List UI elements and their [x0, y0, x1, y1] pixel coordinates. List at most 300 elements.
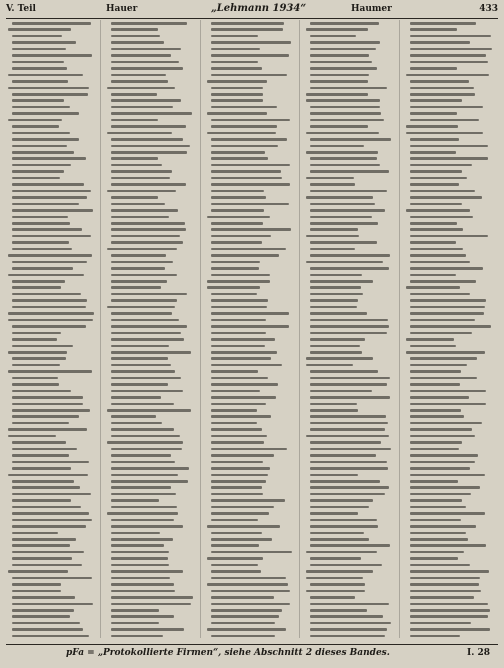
entry-line-placeholder: [410, 532, 466, 535]
entry-line-placeholder: [410, 216, 473, 219]
entry-line-placeholder: [410, 357, 477, 360]
entry-line-placeholder: [107, 87, 175, 90]
entry-line-placeholder: [12, 190, 91, 193]
entry-line-placeholder: [211, 590, 290, 593]
entry-line-placeholder: [410, 235, 488, 238]
entry-line-placeholder: [12, 609, 74, 612]
entry-line-placeholder: [410, 493, 471, 496]
entry-line-placeholder: [211, 454, 274, 457]
entry-line-placeholder: [310, 241, 377, 244]
entry-line-placeholder: [410, 570, 489, 573]
entry-line-placeholder: [12, 415, 79, 418]
entry-line-placeholder: [8, 28, 71, 31]
entry-line-placeholder: [111, 403, 174, 406]
sheet-signature: I. 28: [466, 648, 490, 658]
entry-line-placeholder: [406, 338, 454, 341]
entry-line-placeholder: [310, 293, 363, 296]
entry-line-placeholder: [211, 93, 263, 96]
entry-line-placeholder: [410, 551, 464, 554]
entry-line-placeholder: [111, 138, 183, 141]
entry-line-placeholder: [211, 87, 263, 90]
entry-line-placeholder: [107, 512, 178, 515]
entry-line-placeholder: [310, 87, 387, 90]
entry-line-placeholder: [12, 222, 70, 225]
entry-line-placeholder: [111, 267, 165, 270]
entry-line-placeholder: [12, 615, 70, 618]
entry-line-placeholder: [406, 209, 470, 212]
entry-line-placeholder: [211, 293, 257, 296]
entry-line-placeholder: [211, 383, 278, 386]
entry-line-placeholder: [410, 196, 482, 199]
entry-line-placeholder: [410, 22, 476, 25]
entry-line-placeholder: [310, 474, 358, 477]
entry-line-placeholder: [12, 177, 60, 180]
entry-line-placeholder: [111, 61, 179, 64]
entry-line-placeholder: [410, 222, 457, 225]
entry-line-placeholder: [410, 280, 476, 283]
entry-line-placeholder: [12, 196, 87, 199]
entry-line-placeholder: [111, 28, 158, 31]
entry-line-placeholder: [111, 106, 173, 109]
entry-line-placeholder: [111, 216, 169, 219]
entry-line-placeholder: [306, 196, 373, 199]
entry-line-placeholder: [410, 409, 461, 412]
entry-line-placeholder: [12, 590, 61, 593]
entry-line-placeholder: [111, 177, 170, 180]
entry-line-placeholder: [410, 390, 486, 393]
part-label: V. Teil: [6, 4, 36, 14]
entry-line-placeholder: [410, 306, 485, 309]
entry-line-placeholder: [410, 87, 474, 90]
entry-line-placeholder: [8, 428, 87, 431]
entry-line-placeholder: [211, 467, 270, 470]
entry-line-placeholder: [310, 54, 369, 57]
entry-line-placeholder: [310, 428, 385, 431]
entry-line-placeholder: [12, 299, 87, 302]
entry-line-placeholder: [211, 235, 271, 238]
entry-line-placeholder: [211, 441, 264, 444]
entry-line-placeholder: [111, 99, 181, 102]
entry-line-placeholder: [12, 544, 70, 547]
entry-line-placeholder: [310, 254, 390, 257]
entry-line-placeholder: [310, 338, 365, 341]
entry-line-placeholder: [8, 474, 88, 477]
entry-line-placeholder: [111, 274, 177, 277]
entry-line-placeholder: [111, 241, 183, 244]
entry-line-placeholder: [410, 61, 488, 64]
entry-line-placeholder: [410, 422, 482, 425]
entry-line-placeholder: [111, 222, 185, 225]
entry-line-placeholder: [306, 132, 379, 135]
entry-line-placeholder: [410, 254, 466, 257]
entry-line-placeholder: [111, 396, 161, 399]
footer-note: pFa = „Protokollierte Firmen“, siehe Abschnitt 2 dieses Bandes.: [66, 648, 390, 658]
entry-line-placeholder: [111, 544, 164, 547]
entry-line-placeholder: [12, 216, 68, 219]
entry-line-placeholder: [111, 80, 168, 83]
entry-line-placeholder: [111, 486, 171, 489]
entry-line-placeholder: [310, 615, 383, 618]
entry-line-placeholder: [111, 551, 169, 554]
entry-line-placeholder: [12, 345, 73, 348]
entry-line-placeholder: [111, 164, 162, 167]
entry-line-placeholder: [211, 228, 291, 231]
entry-line-placeholder: [310, 190, 387, 193]
entry-line-placeholder: [111, 332, 181, 335]
directory-column: [105, 20, 200, 638]
entry-line-placeholder: [12, 525, 86, 528]
entry-line-placeholder: [111, 286, 161, 289]
entry-line-placeholder: [211, 415, 271, 418]
entry-line-placeholder: [211, 28, 283, 31]
entry-line-placeholder: [211, 480, 266, 483]
entry-line-placeholder: [12, 241, 69, 244]
entry-line-placeholder: [410, 441, 462, 444]
entry-line-placeholder: [111, 422, 162, 425]
entry-line-placeholder: [310, 461, 387, 464]
entry-line-placeholder: [111, 583, 174, 586]
entry-line-placeholder: [111, 235, 180, 238]
entry-line-placeholder: [111, 467, 189, 470]
entry-line-placeholder: [310, 403, 357, 406]
entry-line-placeholder: [12, 138, 79, 141]
entry-line-placeholder: [410, 299, 486, 302]
entry-line-placeholder: [12, 480, 74, 483]
entry-line-placeholder: [211, 299, 268, 302]
entry-line-placeholder: [211, 577, 286, 580]
entry-line-placeholder: [310, 377, 390, 380]
entry-line-placeholder: [12, 422, 69, 425]
entry-line-placeholder: [12, 377, 58, 380]
entry-line-placeholder: [211, 319, 266, 322]
entry-line-placeholder: [111, 145, 190, 148]
entry-line-placeholder: [310, 557, 361, 560]
entry-line-placeholder: [211, 596, 274, 599]
entry-line-placeholder: [211, 157, 268, 160]
entry-line-placeholder: [410, 474, 485, 477]
entry-line-placeholder: [211, 635, 275, 638]
entry-line-placeholder: [12, 396, 83, 399]
entry-line-placeholder: [211, 493, 263, 496]
entry-line-placeholder: [211, 306, 267, 309]
page-footer: [6, 644, 498, 663]
entry-line-placeholder: [107, 409, 191, 412]
entry-line-placeholder: [211, 603, 290, 606]
entry-line-placeholder: [211, 564, 258, 567]
entry-line-placeholder: [111, 22, 187, 25]
entry-line-placeholder: [211, 106, 277, 109]
entry-line-placeholder: [211, 312, 289, 315]
entry-line-placeholder: [107, 190, 176, 193]
entry-line-placeholder: [211, 370, 258, 373]
entry-line-placeholder: [410, 138, 459, 141]
entry-line-placeholder: [410, 564, 470, 567]
entry-line-placeholder: [111, 428, 174, 431]
entry-line-placeholder: [306, 551, 377, 554]
entry-line-placeholder: [111, 564, 169, 567]
entry-line-placeholder: [8, 119, 62, 122]
entry-line-placeholder: [107, 132, 172, 135]
entry-line-placeholder: [12, 577, 92, 580]
entry-line-placeholder: [12, 538, 76, 541]
entry-line-placeholder: [410, 544, 486, 547]
entry-line-placeholder: [111, 609, 159, 612]
entry-line-placeholder: [410, 157, 488, 160]
entry-line-placeholder: [410, 403, 486, 406]
entry-line-placeholder: [410, 345, 456, 348]
entry-line-placeholder: [12, 67, 67, 70]
entry-line-placeholder: [306, 357, 373, 360]
entry-line-placeholder: [410, 145, 488, 148]
entry-line-placeholder: [12, 338, 57, 341]
entry-line-placeholder: [12, 532, 58, 535]
entry-line-placeholder: [8, 254, 92, 257]
entry-line-placeholder: [211, 364, 282, 367]
entry-line-placeholder: [211, 435, 267, 438]
entry-line-placeholder: [310, 596, 355, 599]
entry-line-placeholder: [211, 570, 261, 573]
entry-line-placeholder: [12, 506, 81, 509]
entry-line-placeholder: [111, 338, 184, 341]
entry-line-placeholder: [211, 183, 290, 186]
entry-line-placeholder: [410, 241, 456, 244]
entry-line-placeholder: [310, 493, 385, 496]
entry-line-placeholder: [211, 338, 275, 341]
entry-line-placeholder: [310, 635, 385, 638]
entry-line-placeholder: [410, 596, 474, 599]
entry-line-placeholder: [111, 525, 183, 528]
entry-line-placeholder: [310, 183, 355, 186]
entry-line-placeholder: [410, 106, 483, 109]
entry-line-placeholder: [8, 274, 84, 277]
entry-line-placeholder: [310, 299, 358, 302]
entry-line-placeholder: [310, 332, 387, 335]
entry-line-placeholder: [111, 41, 164, 44]
running-head-left: Hauer: [106, 4, 138, 14]
entry-line-placeholder: [211, 125, 277, 128]
entry-line-placeholder: [12, 332, 61, 335]
entry-line-placeholder: [410, 486, 480, 489]
entry-line-placeholder: [211, 274, 270, 277]
entry-line-placeholder: [410, 332, 472, 335]
entry-line-placeholder: [310, 138, 391, 141]
entry-line-placeholder: [8, 319, 93, 322]
entry-line-placeholder: [410, 93, 475, 96]
entry-line-placeholder: [310, 370, 378, 373]
entry-line-placeholder: [310, 628, 387, 631]
entry-line-placeholder: [12, 493, 91, 496]
entry-line-placeholder: [410, 577, 480, 580]
entry-line-placeholder: [310, 532, 364, 535]
entry-line-placeholder: [306, 435, 389, 438]
entry-line-placeholder: [211, 203, 289, 206]
entry-line-placeholder: [12, 454, 69, 457]
entry-line-placeholder: [111, 493, 176, 496]
entry-line-placeholder: [211, 609, 282, 612]
entry-line-placeholder: [111, 112, 192, 115]
entry-line-placeholder: [410, 525, 476, 528]
entry-line-placeholder: [306, 93, 368, 96]
entry-line-placeholder: [410, 428, 472, 431]
entry-line-placeholder: [12, 209, 93, 212]
entry-line-placeholder: [310, 622, 391, 625]
entry-line-placeholder: [111, 499, 159, 502]
entry-line-placeholder: [211, 622, 275, 625]
entry-line-placeholder: [306, 577, 363, 580]
entry-line-placeholder: [111, 557, 168, 560]
entry-line-placeholder: [310, 228, 358, 231]
entry-line-placeholder: [310, 145, 364, 148]
entry-line-placeholder: [12, 132, 70, 135]
entry-line-placeholder: [111, 448, 182, 451]
entry-line-placeholder: [207, 557, 263, 560]
entry-line-placeholder: [310, 499, 373, 502]
entry-line-placeholder: [12, 603, 93, 606]
entry-line-placeholder: [410, 151, 456, 154]
entry-line-placeholder: [111, 383, 168, 386]
entry-line-placeholder: [410, 615, 488, 618]
entry-line-placeholder: [211, 177, 282, 180]
entry-line-placeholder: [111, 635, 163, 638]
entry-line-placeholder: [306, 177, 354, 180]
entry-line-placeholder: [410, 112, 457, 115]
entry-line-placeholder: [207, 280, 270, 283]
entry-line-placeholder: [211, 54, 289, 57]
entry-line-placeholder: [410, 590, 481, 593]
entry-line-placeholder: [12, 409, 90, 412]
entry-line-placeholder: [211, 61, 258, 64]
entry-line-placeholder: [111, 93, 157, 96]
entry-line-placeholder: [111, 622, 159, 625]
entry-line-placeholder: [12, 61, 64, 64]
entry-line-placeholder: [111, 351, 191, 354]
entry-line-placeholder: [211, 209, 264, 212]
entry-line-placeholder: [12, 151, 74, 154]
entry-line-placeholder: [310, 106, 380, 109]
entry-line-placeholder: [310, 41, 380, 44]
entry-line-placeholder: [410, 319, 475, 322]
entry-line-placeholder: [211, 48, 260, 51]
entry-line-placeholder: [12, 48, 66, 51]
running-head-right: Haumer: [351, 4, 392, 14]
entry-line-placeholder: [310, 325, 389, 328]
entry-line-placeholder: [12, 93, 88, 96]
entry-line-placeholder: [12, 364, 60, 367]
entry-line-placeholder: [410, 609, 490, 612]
entry-line-placeholder: [310, 48, 376, 51]
entry-line-placeholder: [211, 396, 276, 399]
entry-line-placeholder: [406, 351, 485, 354]
entry-line-placeholder: [12, 448, 77, 451]
entry-line-placeholder: [8, 74, 83, 77]
entry-line-placeholder: [12, 248, 72, 251]
entry-line-placeholder: [310, 319, 388, 322]
entry-line-placeholder: [310, 280, 373, 283]
entry-line-placeholder: [310, 454, 376, 457]
entry-line-placeholder: [12, 635, 89, 638]
entry-line-placeholder: [410, 41, 470, 44]
entry-line-placeholder: [310, 506, 369, 509]
entry-line-placeholder: [410, 80, 469, 83]
entry-line-placeholder: [310, 351, 362, 354]
entry-line-placeholder: [12, 390, 71, 393]
entry-line-placeholder: [111, 228, 186, 231]
entry-line-placeholder: [107, 441, 183, 444]
entry-line-placeholder: [310, 448, 391, 451]
entry-line-placeholder: [211, 499, 285, 502]
entry-line-placeholder: [111, 67, 183, 70]
entry-line-placeholder: [310, 222, 378, 225]
entry-line-placeholder: [211, 551, 292, 554]
entry-line-placeholder: [306, 235, 359, 238]
entry-line-placeholder: [111, 203, 165, 206]
entry-line-placeholder: [406, 132, 483, 135]
entry-line-placeholder: [410, 628, 490, 631]
entry-line-placeholder: [410, 370, 461, 373]
entry-line-placeholder: [406, 74, 489, 77]
entry-line-placeholder: [111, 474, 178, 477]
entry-line-placeholder: [107, 248, 177, 251]
entry-line-placeholder: [410, 203, 462, 206]
entry-line-placeholder: [12, 583, 61, 586]
entry-line-placeholder: [306, 151, 378, 154]
entry-line-placeholder: [410, 228, 463, 231]
entry-line-placeholder: [410, 383, 460, 386]
entry-line-placeholder: [12, 99, 64, 102]
entry-line-placeholder: [211, 538, 272, 541]
entry-line-placeholder: [111, 615, 174, 618]
entry-line-placeholder: [410, 248, 463, 251]
entry-line-placeholder: [12, 357, 66, 360]
entry-line-placeholder: [12, 467, 71, 470]
entry-line-placeholder: [8, 87, 89, 90]
entry-line-placeholder: [211, 486, 262, 489]
entry-line-placeholder: [111, 577, 170, 580]
entry-line-placeholder: [107, 306, 175, 309]
entry-line-placeholder: [8, 370, 92, 373]
entry-line-placeholder: [310, 383, 387, 386]
entry-line-placeholder: [8, 312, 94, 315]
entry-line-placeholder: [410, 435, 475, 438]
entry-line-placeholder: [410, 557, 458, 560]
entry-line-placeholder: [111, 590, 175, 593]
entry-line-placeholder: [211, 409, 257, 412]
entry-line-placeholder: [310, 80, 368, 83]
entry-line-placeholder: [12, 403, 83, 406]
entry-line-placeholder: [410, 261, 470, 264]
entry-line-placeholder: [111, 170, 172, 173]
entry-line-placeholder: [111, 435, 180, 438]
entry-line-placeholder: [12, 164, 71, 167]
entry-line-placeholder: [211, 519, 258, 522]
entry-line-placeholder: [12, 551, 84, 554]
entry-line-placeholder: [12, 228, 82, 231]
entry-line-placeholder: [306, 590, 365, 593]
entry-line-placeholder: [111, 125, 186, 128]
entry-line-placeholder: [111, 157, 158, 160]
entry-line-placeholder: [406, 286, 460, 289]
entry-line-placeholder: [12, 106, 70, 109]
entry-line-placeholder: [310, 203, 375, 206]
entry-line-placeholder: [12, 325, 86, 328]
entry-line-placeholder: [310, 267, 389, 270]
entry-line-placeholder: [410, 119, 479, 122]
entry-line-placeholder: [207, 112, 267, 115]
directory-columns: [6, 20, 498, 638]
entry-line-placeholder: [12, 486, 80, 489]
directory-column: [304, 20, 399, 638]
entry-line-placeholder: [211, 544, 259, 547]
